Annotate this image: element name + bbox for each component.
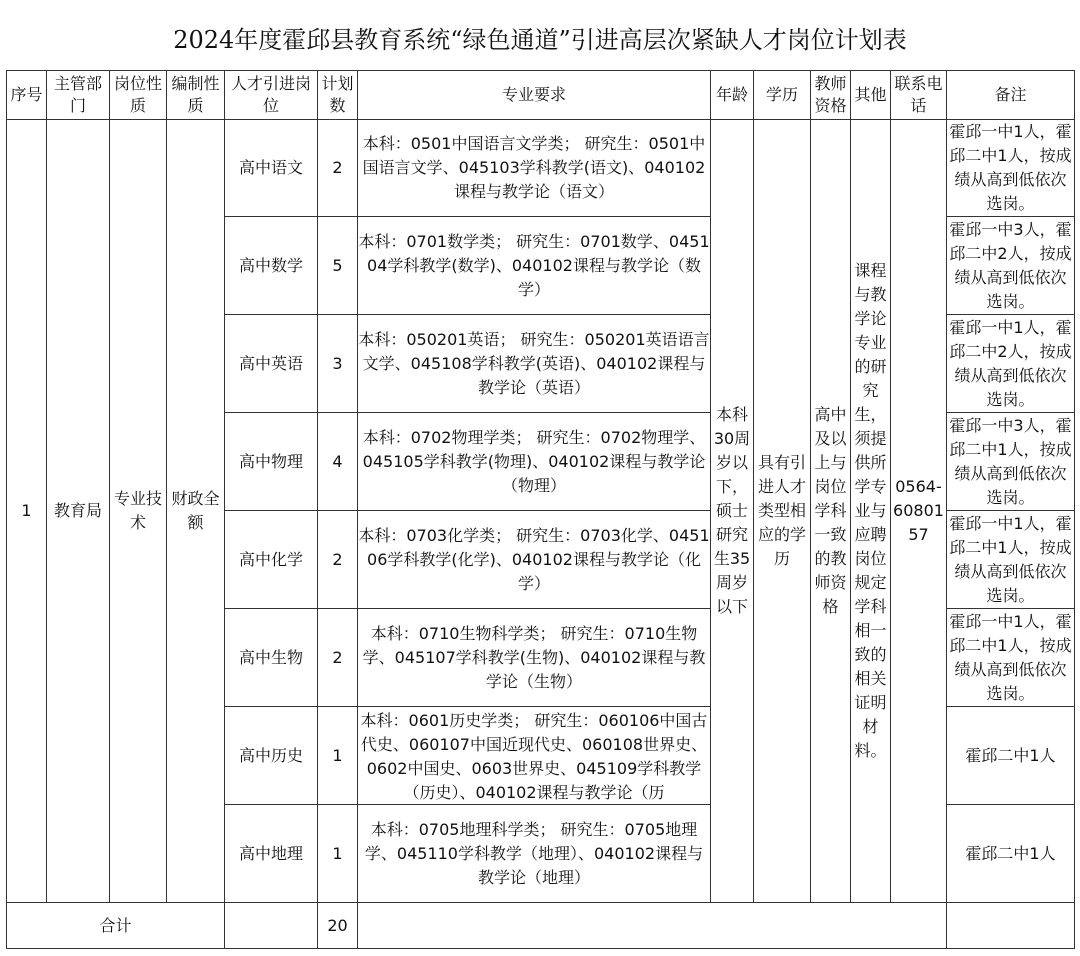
major-cell <box>358 511 711 609</box>
header-dept: 主管部门 <box>47 71 110 120</box>
major-text: 本科：0705地理科学类； 研究生：0705地理学、045110学科教学（地理）、040102课程与教学论（地理） <box>364 819 704 887</box>
count-cell: 1 <box>318 805 358 903</box>
count-cell: 2 <box>318 609 358 707</box>
major-text: 本科：0710生物科学类； 研究生：0710生物学、045107学科教学(生物)、040102课程与教学论（生物） <box>362 623 706 691</box>
total-remark-empty <box>947 903 1075 949</box>
count-cell: 2 <box>318 120 358 217</box>
post-nature-cell: 专业技术 <box>110 120 167 903</box>
post-cell: 高中数学 <box>225 217 318 315</box>
post-cell: 高中语文 <box>225 120 318 217</box>
header-post-nature: 岗位性质 <box>110 71 167 120</box>
total-empty-span <box>358 903 947 949</box>
major-text: 本科：0702物理学类； 研究生：0702物理学、045105学科教学(物理)、040102课程与教学论（物理） <box>362 427 706 495</box>
remark-cell: 霍邱一中3人，霍邱二中1人，按成绩从高到低依次选岗。 <box>947 413 1075 511</box>
count-cell: 5 <box>318 217 358 315</box>
header-count: 计划数 <box>318 71 358 120</box>
post-cell: 高中历史 <box>225 707 318 805</box>
major-cell <box>358 609 711 707</box>
header-other: 其他 <box>851 71 891 120</box>
edu-cell: 具有引进人才类型相应的学历 <box>754 120 811 903</box>
seq-cell: 1 <box>7 120 47 903</box>
major-text: 本科：0701数学类； 研究生：0701数学、045104学科教学(数学)、040102课程与教学论（数学） <box>358 231 710 299</box>
major-text: 本科：0501中国语言文学类； 研究生：0501中国语言文学、045103学科教学(语文)、040102课程与教学论（语文） <box>362 134 706 201</box>
major-text: 本科：050201英语； 研究生：050201英语语言文学、045108学科教学(英语)、040102课程与教学论（英语） <box>358 329 710 397</box>
header-staff-nature: 编制性质 <box>167 71 225 120</box>
page-title: 2024年度霍邱县教育系统“绿色通道”引进高层次紧缺人才岗位计划表 <box>173 26 907 54</box>
plan-table <box>6 70 1075 949</box>
phone-cell: 0564-6080157 <box>891 120 947 903</box>
major-cell <box>358 805 711 903</box>
post-cell: 高中物理 <box>225 413 318 511</box>
count-cell: 2 <box>318 511 358 609</box>
post-cell: 高中地理 <box>225 805 318 903</box>
remark-cell: 霍邱一中1人，霍邱二中1人，按成绩从高到低依次选岗。 <box>947 120 1075 217</box>
table-row <box>7 120 1075 217</box>
post-cell: 高中英语 <box>225 315 318 413</box>
major-text: 本科：0601历史学类； 研究生：060106中国古代史、060107中国近现代史、060108世界史、0602中国史、0603世界史、045109学科教学（历史）、040102课程与教学论（历 <box>360 710 708 802</box>
header-edu: 学历 <box>754 71 811 120</box>
total-count: 20 <box>318 903 358 949</box>
total-label: 合计 <box>7 903 225 949</box>
header-teacher-cert: 教师资格 <box>811 71 851 120</box>
count-cell: 1 <box>318 707 358 805</box>
major-cell <box>358 707 711 805</box>
major-text: 本科：0703化学类； 研究生：0703化学、045106学科教学(化学)、040102课程与教学论（化学） <box>358 525 710 593</box>
major-cell <box>358 413 711 511</box>
header-seq: 序号 <box>7 71 47 120</box>
major-cell <box>358 120 711 217</box>
dept-cell: 教育局 <box>47 120 110 903</box>
count-cell: 3 <box>318 315 358 413</box>
header-post: 人才引进岗位 <box>225 71 318 120</box>
remark-cell: 霍邱二中1人 <box>947 707 1075 805</box>
header-row <box>7 71 1075 120</box>
staff-nature-cell: 财政全额 <box>167 120 225 903</box>
count-cell: 4 <box>318 413 358 511</box>
teacher-cert-cell: 高中及以上与岗位学科一致的教师资格 <box>811 120 851 903</box>
remark-cell: 霍邱一中3人，霍邱二中2人，按成绩从高到低依次选岗。 <box>947 217 1075 315</box>
header-remark: 备注 <box>947 71 1075 120</box>
other-cell: 课程与教学论专业的研究生，须提供所学专业与应聘岗位规定学科相一致的相关证明材料。 <box>851 120 891 903</box>
major-cell <box>358 217 711 315</box>
post-cell: 高中生物 <box>225 609 318 707</box>
total-empty-cell <box>225 903 318 949</box>
header-phone: 联系电话 <box>891 71 947 120</box>
major-cell <box>358 315 711 413</box>
remark-cell: 霍邱一中1人，霍邱二中1人，按成绩从高到低依次选岗。 <box>947 609 1075 707</box>
header-age: 年龄 <box>711 71 754 120</box>
remark-cell: 霍邱一中1人，霍邱二中1人，按成绩从高到低依次选岗。 <box>947 511 1075 609</box>
remark-cell: 霍邱二中1人 <box>947 805 1075 903</box>
total-row <box>7 903 1075 949</box>
post-cell: 高中化学 <box>225 511 318 609</box>
remark-cell: 霍邱一中1人，霍邱二中2人，按成绩从高到低依次选岗。 <box>947 315 1075 413</box>
age-cell: 本科30周岁以下，硕士研究生35周岁以下 <box>711 120 754 903</box>
header-major: 专业要求 <box>358 71 711 120</box>
